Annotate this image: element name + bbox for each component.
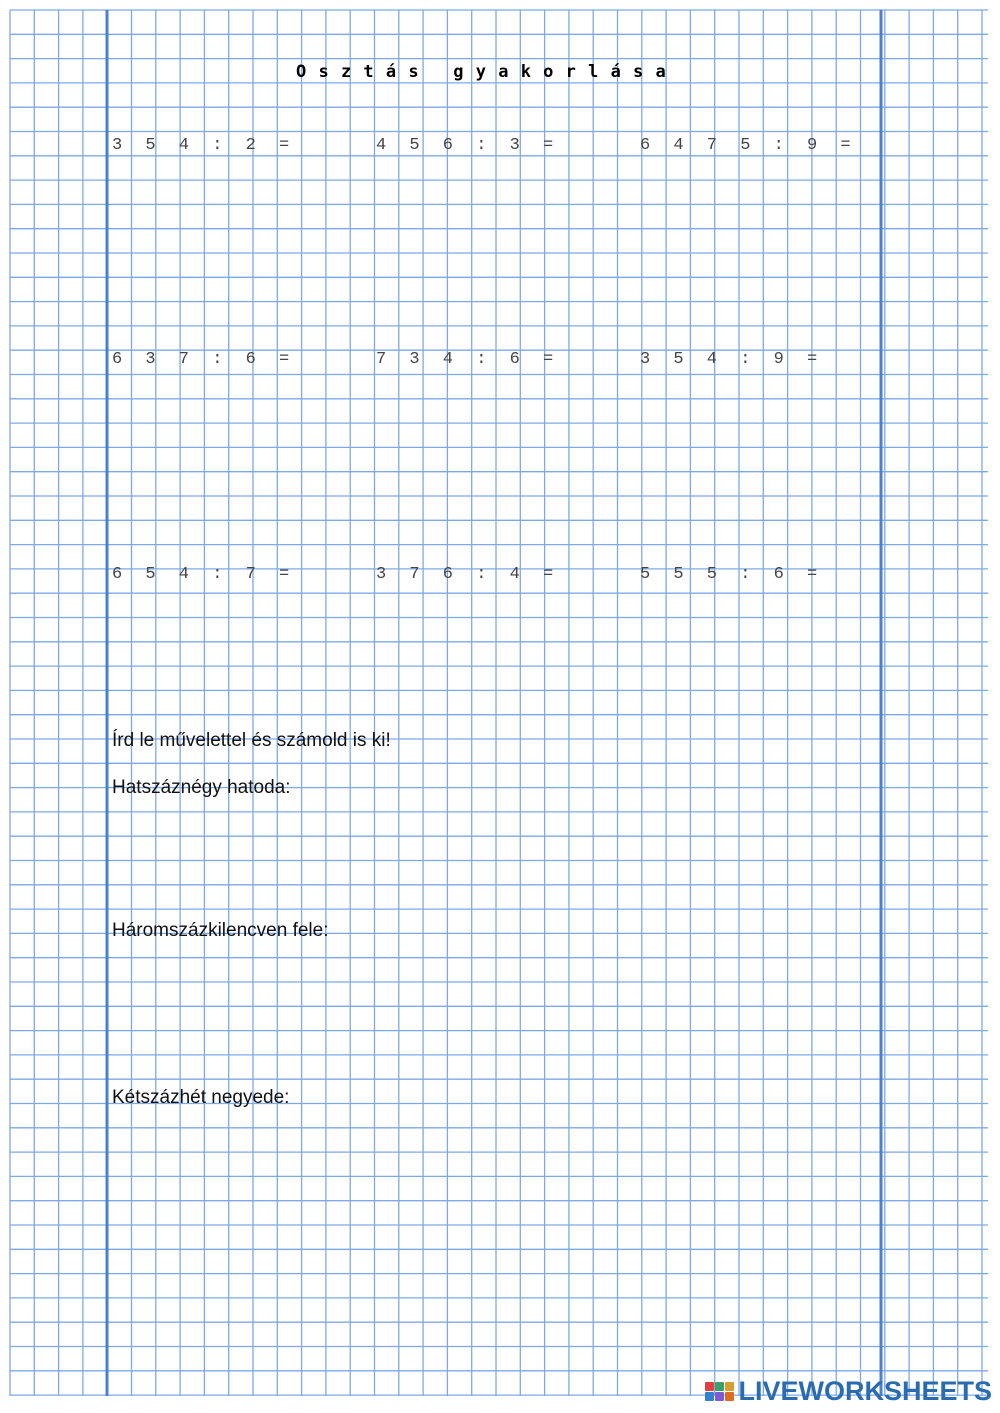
division-task: 3 7 6 : 4 = [376, 565, 560, 584]
word-problem: Hatszáznégy hatoda: [112, 777, 291, 798]
word-problem: Kétszázhét negyede: [112, 1087, 290, 1108]
liveworksheets-logo [705, 1376, 992, 1407]
logo-cubes-icon [705, 1382, 734, 1401]
logo-wordmark: LIVEWORKSHEETS [738, 1376, 992, 1406]
division-task: 6 3 7 : 6 = [112, 350, 296, 369]
division-task: 3 5 4 : 2 = [112, 136, 296, 155]
division-task: 6 4 7 5 : 9 = [640, 136, 858, 155]
instruction-text: Írd le művelettel és számold is ki! [112, 730, 391, 751]
division-task: 5 5 5 : 6 = [640, 565, 824, 584]
word-problem: Háromszázkilencven fele: [112, 920, 329, 941]
division-task: 7 3 4 : 6 = [376, 350, 560, 369]
worksheet-title: O s z t á s g y a k o r l á s a [296, 62, 667, 82]
division-task: 3 5 4 : 9 = [640, 350, 824, 369]
division-task: 6 5 4 : 7 = [112, 565, 296, 584]
division-task: 4 5 6 : 3 = [376, 136, 560, 155]
